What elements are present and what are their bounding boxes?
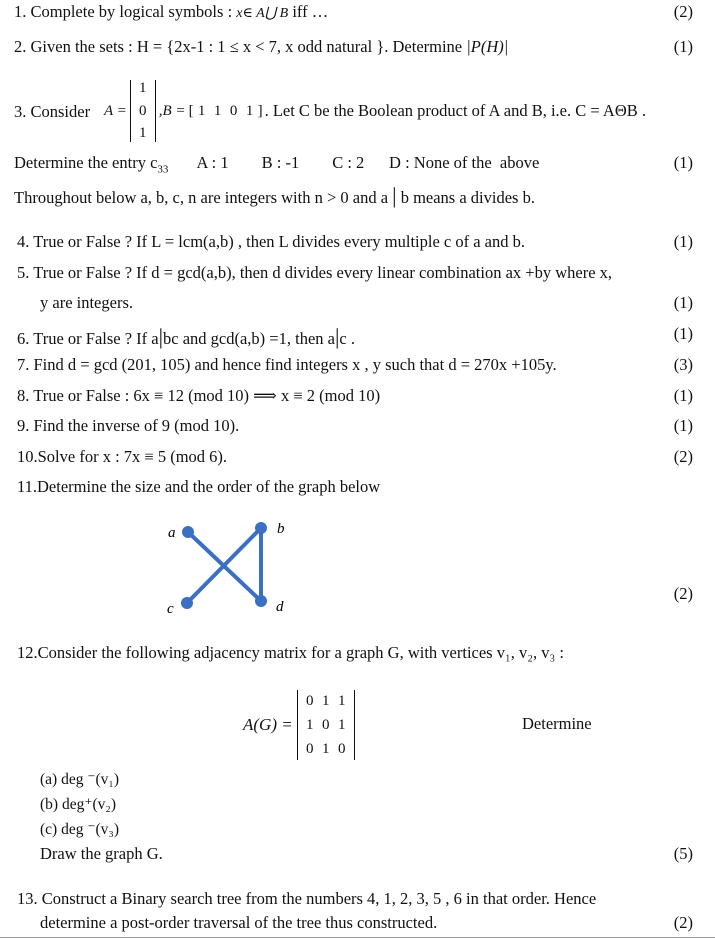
question-10: 10.Solve for x : 7x ≡ 5 (mod 6).: [17, 447, 228, 466]
determine-label: Determine: [522, 714, 592, 733]
marks-q9: (1): [673, 416, 693, 435]
part-c: (c) deg ⁻(v₃): [40, 821, 119, 838]
question-9: 9. Find the inverse of 9 (mod 10).: [17, 416, 240, 435]
label-a: a: [168, 525, 176, 541]
label-c: c: [167, 601, 174, 615]
part-d: Draw the graph G.: [40, 844, 163, 863]
vertex-d: [255, 595, 267, 607]
label-b: b: [277, 521, 285, 537]
question-4: 4. True or False ? If L = lcm(a,b) , then L divides every multiple c of a and b.: [17, 232, 525, 251]
marks-q13: (2): [673, 913, 693, 932]
matrix-a-b: A = 1 0 1 ,B = [ 1 1 0 1 ] . Let C be the Boolean product of A and B, i.e. C = AΘB .: [104, 80, 646, 141]
adjacency-matrix: A(G) = 0 1 1 1 0 1 0 1 0: [243, 690, 355, 760]
question-6: 6. True or False ? If a|bc and gcd(a,b) =1, then a|c .: [17, 324, 355, 349]
question-5-cont: y are integers.: [40, 293, 133, 312]
question-13-cont: determine a post-order traversal of the tree thus constructed.: [40, 913, 438, 932]
question-5: 5. True or False ? If d = gcd(a,b), then d divides every linear combination ax +by where x,: [17, 263, 613, 282]
question-12: 12.Consider the following adjacency matrix for a graph G, with vertices v₁, v₂, v₃ :: [17, 643, 564, 662]
question-3-options: Determine the entry $c_{33}$ A : 1 B : -1 C : 2 D : None of the above: [14, 153, 540, 176]
label-d: d: [276, 599, 284, 615]
question-2: 2. Given the sets : H = {2x-1 : 1 ≤ x < 7, x odd natural }. Determine |P(H)|: [14, 37, 509, 56]
question-1: 1. Complete by logical symbols : x∈ A⋃ B iff …: [14, 2, 329, 21]
part-a: (a) deg ⁻(v₁): [40, 771, 119, 788]
question-7: 7. Find d = gcd (201, 105) and hence find integers x , y such that d = 270x +105y.: [17, 355, 557, 374]
marks-q7: (3): [673, 355, 693, 374]
graph-figure: [160, 515, 300, 615]
matrix-grid: 0 1 1 1 0 1 0 1 0: [297, 690, 355, 760]
marks-q6: (1): [673, 324, 693, 343]
vertex-c: [181, 597, 193, 609]
question-3: 3. Consider: [14, 102, 91, 121]
vertex-a: [182, 526, 194, 538]
marks-q8: (1): [673, 386, 693, 405]
question-13: 13. Construct a Binary search tree from the numbers 4, 1, 2, 3, 5 , 6 in that order. Hence: [17, 889, 597, 908]
matrix-b: [ 1 1 0 1 ]: [188, 102, 263, 119]
marks-q4: (1): [673, 232, 693, 251]
marks-q5: (1): [673, 293, 693, 312]
question-11: 11.Determine the size and the order of the graph below: [17, 477, 381, 496]
matrix-a: 1 0 1: [130, 80, 156, 142]
marks-q11: (2): [673, 584, 693, 603]
marks-q2: (1): [673, 37, 693, 56]
intro-note: Throughout below a, b, c, n are integers with n > 0 and a | b means a divides b.: [14, 183, 535, 208]
question-8: 8. True or False : 6x ≡ 12 (mod 10) ⟹ x ≡ 2 (mod 10): [17, 386, 381, 405]
marks-q3: (1): [673, 153, 693, 172]
marks-q1: (2): [673, 2, 693, 21]
marks-q12: (5): [673, 844, 693, 863]
part-b: (b) deg⁺(v₂): [40, 796, 116, 813]
marks-q10: (2): [673, 447, 693, 466]
vertex-b: [255, 522, 267, 534]
